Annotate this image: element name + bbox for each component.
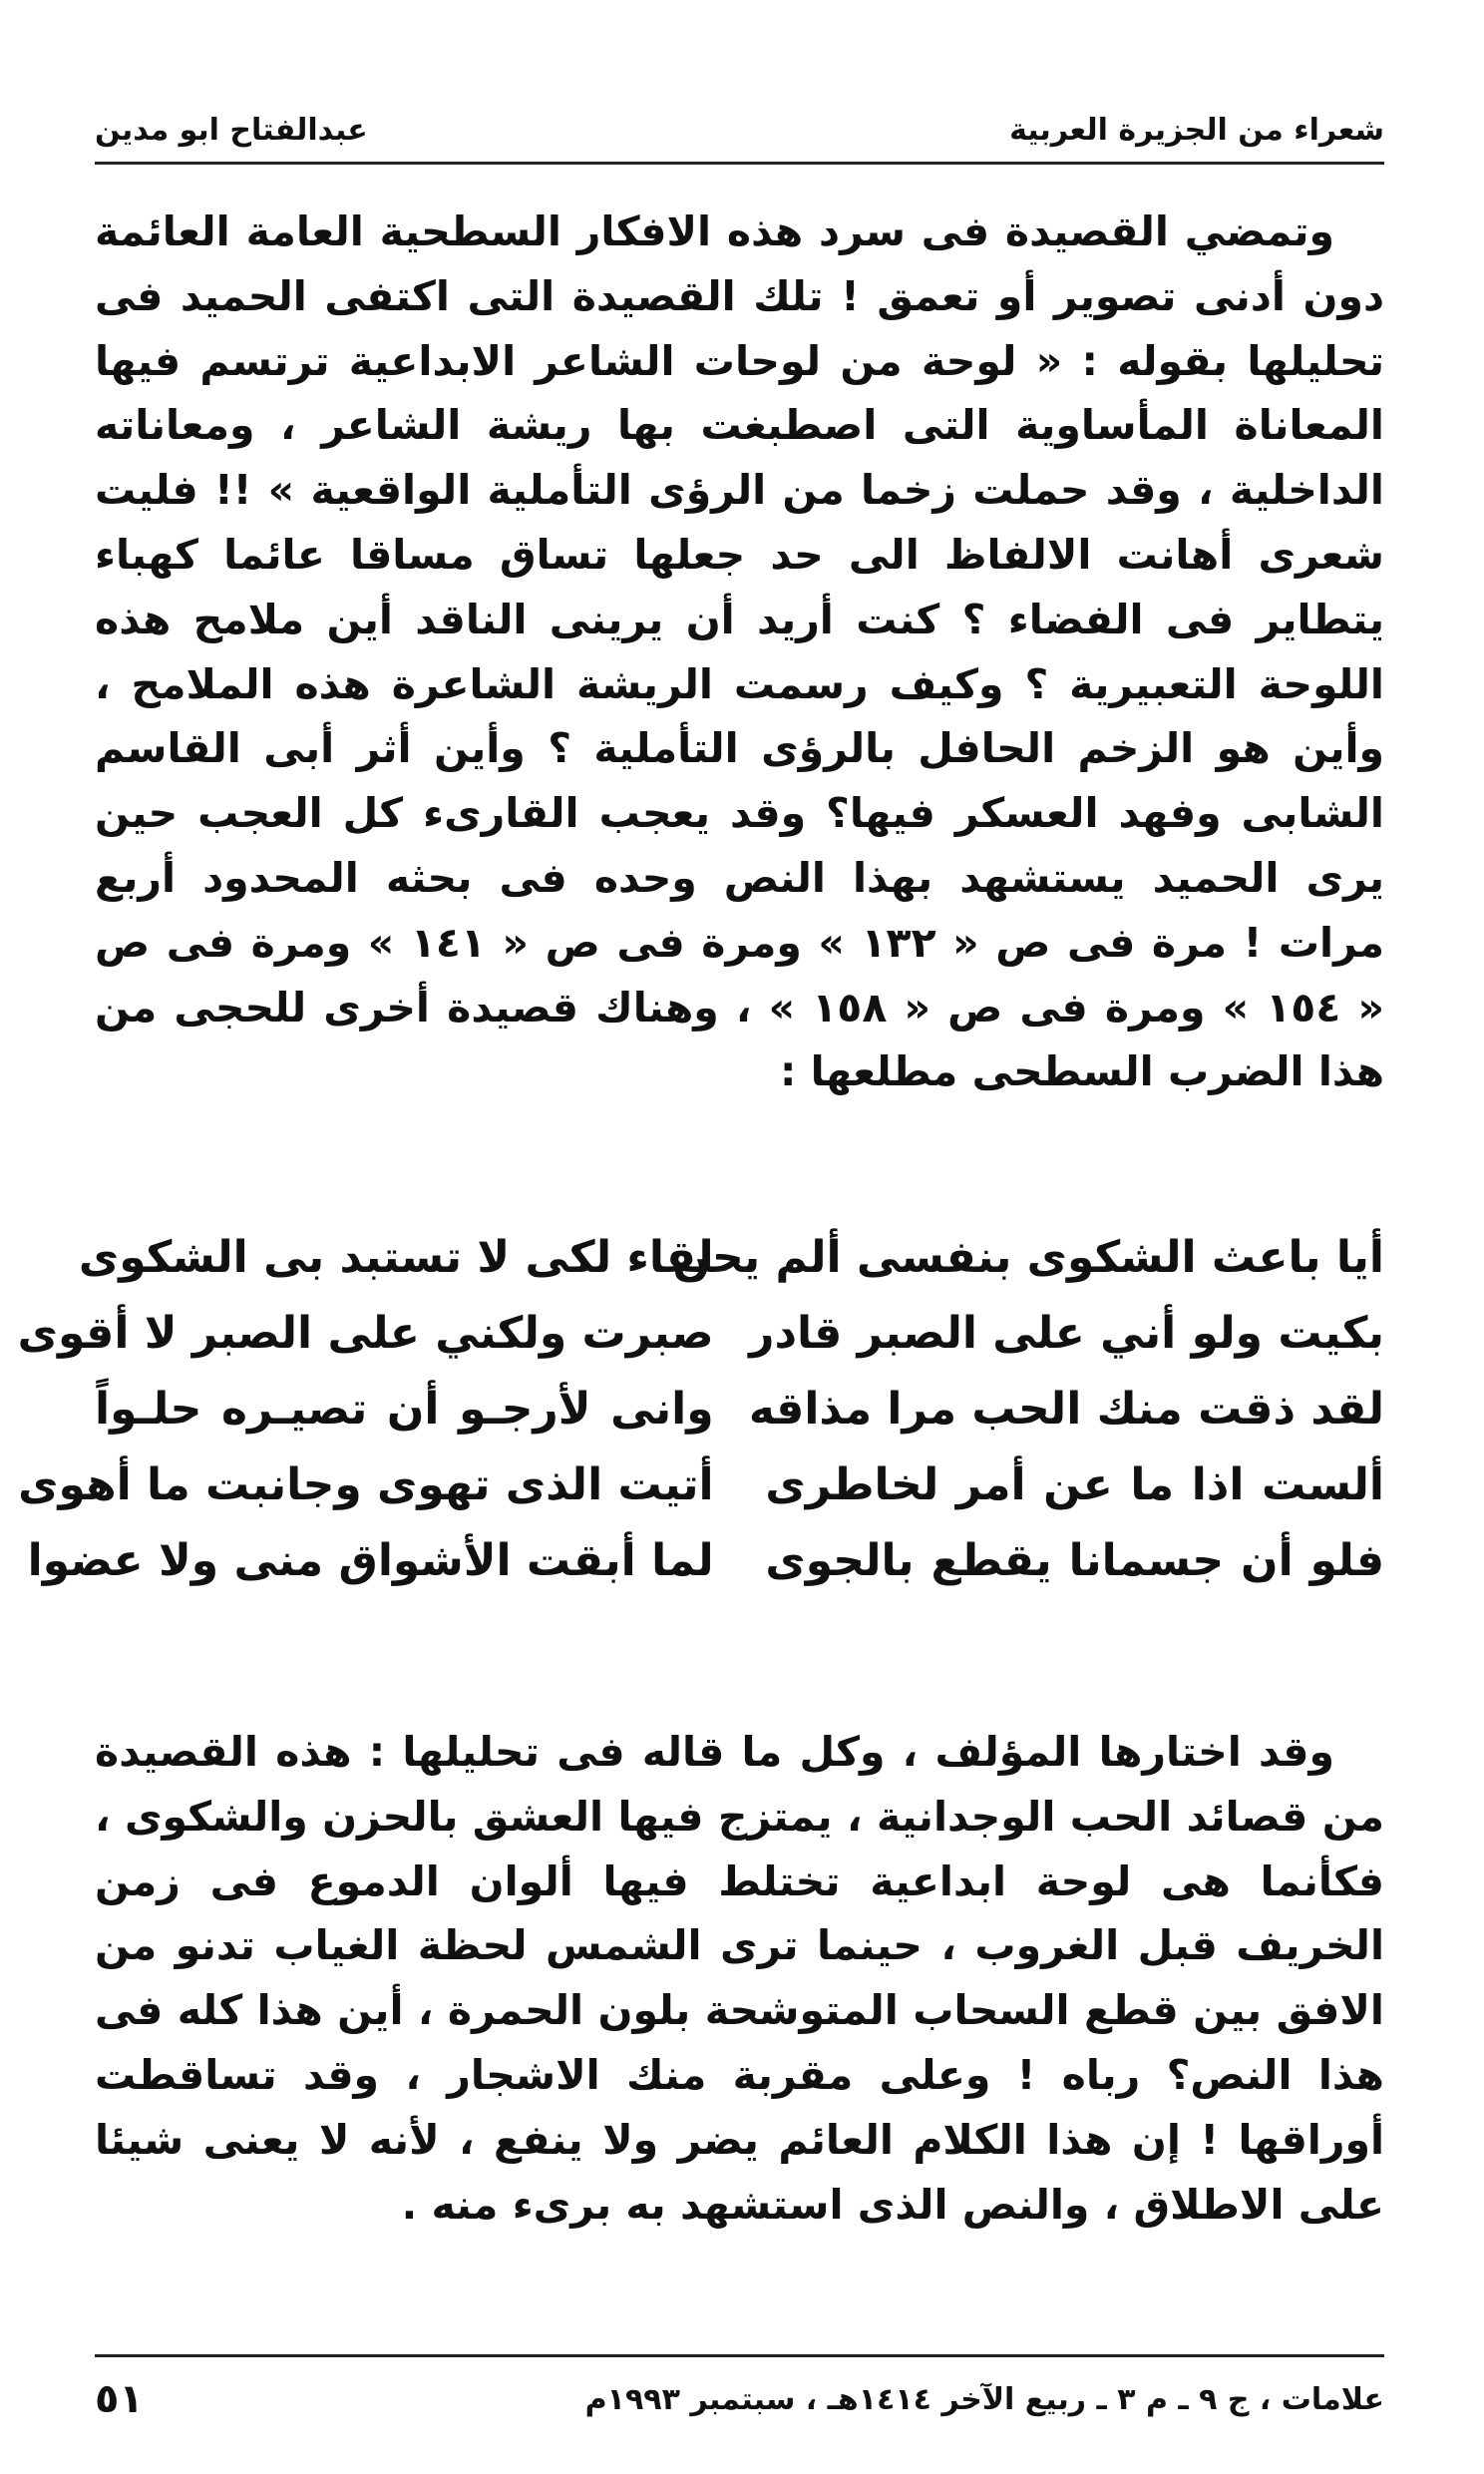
poem-verse bbox=[95, 1371, 1384, 1446]
verse-second-hemistich: صبرت ولكني على الصبر لا أقوى bbox=[17, 1307, 714, 1359]
verse-first-hemistich: أيا باعث الشكوى بنفسى ألم يحن bbox=[672, 1231, 1384, 1283]
page-number: ٥١ bbox=[95, 2376, 144, 2422]
paragraph-1: وتمضي القصيدة فى سرد هذه الافكار السطحية العامة العائمة دون أدنى تصوير أو تعمق ! تلك القصيدة التى اكتفى الحميد فى تحليلها بقوله : « لوحة من لوحات الشاعر الابداعية ترتسم فيها المعاناة المأساوية التى اصطبغت بها ريشة الشاعر ، ومعاناته الداخلية ، وقد حملت زخما من الرؤى التأملية الواقعية » !! فليت شعرى أهانت الالفاظ الى حد جعلها تساق مساقا عائما كهباء يتطاير فى الفضاء ؟ كنت أريد أن يرينى الناقد أين ملامح هذه اللوحة التعبيرية ؟ وكيف رسمت الريشة الشاعرة هذه الملامح ، وأين هو الزخم الحافل بالرؤى التأملية ؟ وأين أثر أبى القاسم الشابى وفهد العسكر فيها؟ وقد يعجب القارىء كل العجب حين يرى الحميد يستشهد بهذا النص وحده فى بحثه المحدود أربع مرات ! مرة فى ص « ١٣٢ » ومرة فى ص « ١٤١ » ومرة فى ص « ١٥٤ » ومرة فى ص « ١٥٨ » ، وهناك قصيدة أخرى للحجى من هذا الضرب السطحى مطلعها : bbox=[95, 207, 1385, 1096]
verse-second-hemistich: لما أبقت الأشواق منى ولا عضوا bbox=[27, 1534, 714, 1586]
verse-first-hemistich: لقد ذقت منك الحب مرا مذاقه bbox=[748, 1383, 1384, 1435]
paragraph-2: وقد اختارها المؤلف ، وكل ما قاله فى تحليلها : هذه القصيدة من قصائد الحب الوجدانية ، يمتزج فيها العشق بالحزن والشكوى ، فكأنما هى لوحة ابداعية تختلط فيها ألوان الدموع فى زمن الخريف قبل الغروب ، حينما ترى الشمس لحظة الغياب تدنو من الافق بين قطع السحاب المتوشحة بلون الحمرة ، أين هذا كله فى هذا النص؟ رباه ! وعلى مقربة منك الاشجار ، وقد تساقطت أوراقها ! إن هذا الكلام العائم يضر ولا ينفع ، لأنه لا يعنى شيئا على الاطلاق ، والنص الذى استشهد به برىء منه . bbox=[95, 1728, 1384, 2229]
verse-second-hemistich: وانى لأرجـو أن تصيـره حلـواً bbox=[95, 1383, 714, 1435]
verse-first-hemistich: ألست اذا ما عن أمر لخاطرى bbox=[765, 1458, 1384, 1510]
verse-first-hemistich: بكيت ولو أني على الصبر قادر bbox=[749, 1307, 1384, 1359]
main-text-block bbox=[95, 200, 1384, 1104]
poem-block bbox=[17, 1219, 1384, 1598]
verse-first-hemistich: فلو أن جسمانا يقطع بالجوى bbox=[765, 1534, 1384, 1586]
poem-verse bbox=[17, 1295, 1384, 1371]
book-title: شعراء من الجزيرة العربية bbox=[1009, 112, 1384, 148]
running-head bbox=[95, 100, 1384, 160]
verse-second-hemistich: لقاء لكى لا تستبد بى الشكوى bbox=[78, 1231, 714, 1283]
main-text-block-2 bbox=[95, 1720, 1384, 2237]
poem-verse bbox=[27, 1522, 1384, 1598]
journal-citation: علامات ، ج ٩ ـ م ٣ ـ ربيع الآخر ١٤١٤هـ ، سبتمبر ١٩٩٣م bbox=[584, 2381, 1384, 2417]
author-name: عبدالفتاح ابو مدين bbox=[95, 112, 368, 148]
footer-divider bbox=[95, 2354, 1384, 2357]
poem-verse bbox=[18, 1446, 1384, 1522]
header-divider bbox=[95, 162, 1384, 165]
verse-second-hemistich: أتيت الذى تهوى وجانبت ما أهوى bbox=[18, 1458, 714, 1510]
poem-verse bbox=[78, 1219, 1384, 1295]
page-footer bbox=[95, 2369, 1384, 2429]
